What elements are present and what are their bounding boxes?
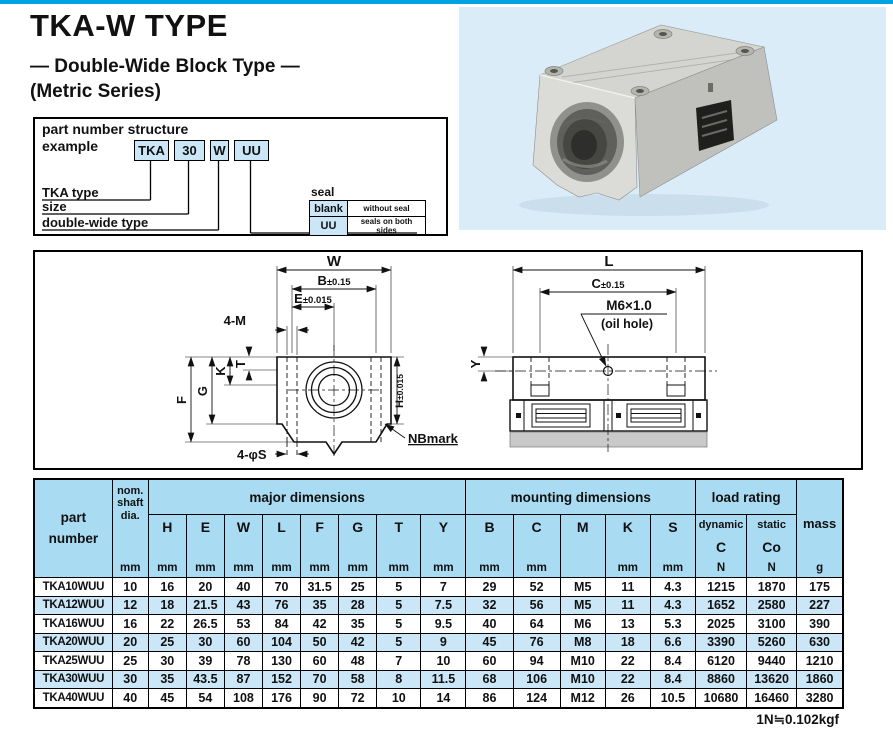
col-header-L: L mm (263, 515, 301, 578)
spec-value-cell: 2580 (747, 596, 797, 615)
spec-value-cell: 45 (148, 689, 186, 708)
spec-value-cell: 26 (605, 689, 650, 708)
spec-value-cell: 30 (148, 652, 186, 671)
spec-value-cell: 7.5 (421, 596, 466, 615)
spec-value-cell: 40 (224, 578, 262, 597)
spec-value-cell: 22 (605, 652, 650, 671)
spec-value-cell: M10 (560, 652, 605, 671)
spec-value-cell: 30 (186, 633, 224, 652)
spec-value-cell: 48 (339, 652, 377, 671)
spec-value-cell: 25 (339, 578, 377, 597)
unit-conversion-note: 1N≒0.102kgf (756, 712, 839, 727)
spec-value-cell: 4.3 (650, 596, 695, 615)
spec-value-cell: 43.5 (186, 670, 224, 689)
spec-value-cell: 18 (605, 633, 650, 652)
dim-label-e: E±0.015 (294, 291, 332, 306)
spec-value-cell: 3100 (747, 615, 797, 634)
spec-value-cell: M8 (560, 633, 605, 652)
col-header-B: B mm (466, 515, 513, 578)
seal-code: UU (310, 217, 348, 236)
spec-value-cell: 31.5 (301, 578, 339, 597)
code-box-tka: TKA (134, 140, 169, 161)
table-row (34, 633, 843, 652)
col-header-static-load: static Co N (747, 515, 797, 578)
spec-value-cell: 124 (513, 689, 560, 708)
code-box-wide: W (210, 140, 229, 161)
structure-heading: part number structure (42, 121, 189, 137)
group-header-mounting-dimensions: mounting dimensions (466, 479, 696, 515)
structure-heading-2: example (42, 138, 99, 154)
spec-value-cell: 76 (513, 633, 560, 652)
spec-value-cell: 25 (148, 633, 186, 652)
spec-value-cell: 25 (112, 652, 148, 671)
spec-value-cell: 35 (339, 615, 377, 634)
spec-value-cell: 13 (605, 615, 650, 634)
spec-value-cell: 7 (377, 652, 421, 671)
spec-value-cell: 6.6 (650, 633, 695, 652)
oil-hole-spec: M6×1.0 (606, 298, 652, 313)
seal-desc: seals on both sides (348, 217, 426, 236)
spec-value-cell: 9440 (747, 652, 797, 671)
spec-value-cell: 5 (377, 596, 421, 615)
spec-value-cell: 16 (112, 615, 148, 634)
table-row (34, 689, 843, 708)
spec-value-cell: 14 (421, 689, 466, 708)
dim-label-y: Y (468, 359, 483, 369)
spec-value-cell: 1210 (797, 652, 843, 671)
page-subtitle: — Double-Wide Block Type — (30, 56, 300, 77)
spec-value-cell: M10 (560, 670, 605, 689)
spec-value-cell: M5 (560, 578, 605, 597)
dim-label-l: L (604, 253, 614, 270)
spec-value-cell: 16460 (747, 689, 797, 708)
part-number-cell: TKA30WUU (34, 670, 112, 689)
dim-label-b: B±0.15 (317, 273, 351, 288)
spec-value-cell: 1870 (747, 578, 797, 597)
spec-value-cell: 30 (112, 670, 148, 689)
spec-value-cell: M12 (560, 689, 605, 708)
spec-value-cell: 18 (148, 596, 186, 615)
spec-value-cell: 70 (301, 670, 339, 689)
spec-value-cell: 10 (377, 689, 421, 708)
spec-value-cell: 1215 (695, 578, 746, 597)
table-row (34, 652, 843, 671)
spec-value-cell: 390 (797, 615, 843, 634)
label-tka-type: TKA type (42, 185, 99, 200)
col-header-M: M (560, 515, 605, 578)
spec-value-cell: 21.5 (186, 596, 224, 615)
part-number-structure-box (33, 117, 448, 236)
dim-label-f: F (174, 396, 189, 404)
part-number-cell: TKA10WUU (34, 578, 112, 597)
col-header-W: W mm (224, 515, 262, 578)
spec-table-body (34, 578, 843, 708)
spec-value-cell: 1860 (797, 670, 843, 689)
table-row (34, 615, 843, 634)
spec-value-cell: M6 (560, 615, 605, 634)
dim-label-g: G (195, 385, 210, 397)
spec-value-cell: 43 (224, 596, 262, 615)
table-row (34, 578, 843, 597)
col-header-K: K mm (605, 515, 650, 578)
spec-value-cell: 60 (466, 652, 513, 671)
spec-value-cell: 22 (605, 670, 650, 689)
dimension-drawing-svg (35, 252, 861, 468)
product-photo (459, 7, 886, 230)
spec-value-cell: 7 (421, 578, 466, 597)
group-header-load-rating: load rating (695, 479, 796, 515)
code-box-seal: UU (234, 140, 269, 161)
spec-value-cell: 13620 (747, 670, 797, 689)
spec-value-cell: 54 (186, 689, 224, 708)
top-accent-bar (0, 0, 893, 4)
dim-label-w: W (326, 253, 342, 270)
series-label: (Metric Series) (30, 81, 161, 102)
spec-value-cell: 22 (148, 615, 186, 634)
spec-value-cell: 4.3 (650, 578, 695, 597)
group-header-major-dimensions: major dimensions (148, 479, 466, 515)
spec-value-cell: 9.5 (421, 615, 466, 634)
label-size: size (42, 199, 67, 214)
col-header-shaft-dia: nom. shaft dia. mm (112, 479, 148, 578)
spec-value-cell: 29 (466, 578, 513, 597)
spec-value-cell: 11 (605, 596, 650, 615)
spec-value-cell: 16 (148, 578, 186, 597)
spec-value-cell: 5.3 (650, 615, 695, 634)
spec-value-cell: 20 (186, 578, 224, 597)
dim-label-4s: 4-φS (237, 447, 267, 462)
part-number-cell: TKA25WUU (34, 652, 112, 671)
spec-value-cell: 130 (263, 652, 301, 671)
spec-value-cell: 72 (339, 689, 377, 708)
table-row (34, 596, 843, 615)
spec-value-cell: 8 (377, 670, 421, 689)
spec-value-cell: 3390 (695, 633, 746, 652)
spec-value-cell: 40 (466, 615, 513, 634)
spec-value-cell: 76 (263, 596, 301, 615)
dim-label-4m: 4-M (223, 313, 246, 328)
spec-value-cell: 175 (797, 578, 843, 597)
spec-value-cell: 64 (513, 615, 560, 634)
spec-value-cell: 35 (148, 670, 186, 689)
spec-value-cell: 87 (224, 670, 262, 689)
spec-value-cell: 10680 (695, 689, 746, 708)
spec-value-cell: 1652 (695, 596, 746, 615)
spec-value-cell: 10.5 (650, 689, 695, 708)
spec-value-cell: 60 (301, 652, 339, 671)
spec-value-cell: 58 (339, 670, 377, 689)
col-header-dynamic-load: dynamic C N (695, 515, 746, 578)
spec-value-cell: 90 (301, 689, 339, 708)
col-header-E: E mm (186, 515, 224, 578)
col-header-S: S mm (650, 515, 695, 578)
spec-value-cell: 104 (263, 633, 301, 652)
spec-value-cell: 56 (513, 596, 560, 615)
label-double-wide: double-wide type (42, 215, 149, 230)
oil-hole-note: (oil hole) (600, 317, 654, 331)
spec-value-cell: 108 (224, 689, 262, 708)
spec-value-cell: 86 (466, 689, 513, 708)
col-header-F: F mm (301, 515, 339, 578)
spec-value-cell: 8.4 (650, 670, 695, 689)
spec-value-cell: 53 (224, 615, 262, 634)
spec-value-cell: 5 (377, 633, 421, 652)
spec-value-cell: 227 (797, 596, 843, 615)
spec-value-cell: 45 (466, 633, 513, 652)
col-header-mass: mass g (797, 479, 843, 578)
spec-value-cell: 11 (605, 578, 650, 597)
seal-table (309, 200, 426, 236)
spec-value-cell: 78 (224, 652, 262, 671)
dim-label-c: C±0.15 (591, 276, 625, 291)
spec-value-cell: 28 (339, 596, 377, 615)
spec-value-cell: 10 (112, 578, 148, 597)
page-title: TKA-W TYPE (30, 8, 228, 43)
spec-value-cell: 35 (301, 596, 339, 615)
spec-value-cell: 12 (112, 596, 148, 615)
part-number-cell: TKA12WUU (34, 596, 112, 615)
spec-value-cell: 5260 (747, 633, 797, 652)
spec-value-cell: 3280 (797, 689, 843, 708)
seal-row (310, 201, 426, 217)
col-header-G: G mm (339, 515, 377, 578)
spec-value-cell: 152 (263, 670, 301, 689)
col-header-T: T mm (377, 515, 421, 578)
spec-value-cell: 32 (466, 596, 513, 615)
spec-value-cell: M5 (560, 596, 605, 615)
dim-label-t: T (233, 360, 248, 368)
spec-value-cell: 60 (224, 633, 262, 652)
product-photo-render (459, 7, 886, 230)
spec-value-cell: 68 (466, 670, 513, 689)
seal-code: blank (310, 201, 348, 217)
dimension-drawing (33, 250, 863, 470)
spec-value-cell: 39 (186, 652, 224, 671)
spec-value-cell: 176 (263, 689, 301, 708)
col-header-Y: Y mm (421, 515, 466, 578)
spec-value-cell: 20 (112, 633, 148, 652)
code-box-size: 30 (174, 140, 205, 161)
seal-row (310, 217, 426, 236)
seal-table-title: seal (311, 185, 335, 199)
spec-value-cell: 9 (421, 633, 466, 652)
spec-value-cell: 26.5 (186, 615, 224, 634)
table-row (34, 670, 843, 689)
seal-desc: without seal (348, 201, 426, 217)
spec-value-cell: 5 (377, 578, 421, 597)
spec-table (33, 478, 844, 709)
spec-value-cell: 5 (377, 615, 421, 634)
dim-label-h: H±0.015 (394, 374, 406, 408)
spec-value-cell: 106 (513, 670, 560, 689)
spec-value-cell: 8.4 (650, 652, 695, 671)
spec-value-cell: 11.5 (421, 670, 466, 689)
part-number-cell: TKA16WUU (34, 615, 112, 634)
spec-value-cell: 52 (513, 578, 560, 597)
spec-value-cell: 630 (797, 633, 843, 652)
col-header-part-number: part number (34, 479, 112, 578)
spec-value-cell: 42 (301, 615, 339, 634)
spec-value-cell: 10 (421, 652, 466, 671)
spec-value-cell: 2025 (695, 615, 746, 634)
part-number-cell: TKA20WUU (34, 633, 112, 652)
spec-value-cell: 8860 (695, 670, 746, 689)
spec-value-cell: 84 (263, 615, 301, 634)
dim-label-k: K (213, 366, 228, 376)
spec-value-cell: 42 (339, 633, 377, 652)
spec-value-cell: 40 (112, 689, 148, 708)
col-header-H: H mm (148, 515, 186, 578)
col-header-C: C mm (513, 515, 560, 578)
spec-value-cell: 94 (513, 652, 560, 671)
spec-value-cell: 50 (301, 633, 339, 652)
spec-value-cell: 70 (263, 578, 301, 597)
part-number-cell: TKA40WUU (34, 689, 112, 708)
spec-value-cell: 6120 (695, 652, 746, 671)
nbmark-label: NBmark (408, 431, 458, 446)
